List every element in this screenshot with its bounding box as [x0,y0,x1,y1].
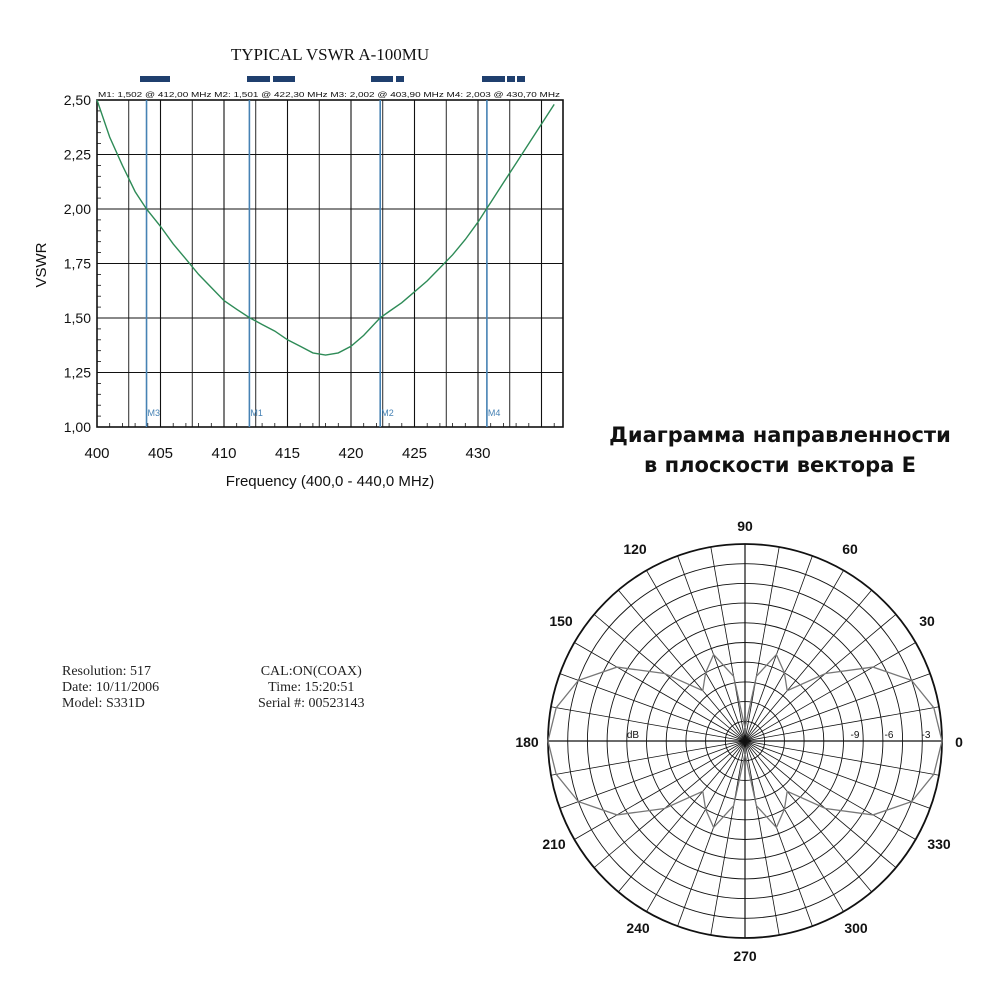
polar-angle-label: 120 [623,541,647,557]
x-tick-label: 430 [465,445,491,462]
marker-label-m2: M2 [381,408,394,418]
band-bar [371,76,393,82]
marker-readout: M1: 1,502 @ 412,00 MHz M2: 1,501 @ 422,30 MHz M3: 2,002 @ 403,90 MHz M4: 2,003 @ 430,70 MHz [98,90,561,99]
band-bar [507,76,515,82]
polar-angle-label: 60 [842,541,858,557]
x-axis-label: Frequency (400,0 - 440,0 MHz) [225,473,435,490]
x-tick-label: 405 [147,445,174,462]
polar-radial-label: -6 [884,730,894,741]
x-tick-label: 400 [84,445,110,462]
polar-chart [500,510,980,990]
time-text: Time: 15:20:51 [268,680,355,695]
y-axis-label: VSWR [33,242,50,288]
polar-radial-label: -9 [850,730,860,741]
serial-text: Serial #: 00523143 [258,696,365,711]
x-tick-label: 420 [338,445,364,462]
polar-radial-label: -3 [921,730,931,741]
polar-angle-label: 180 [515,734,539,750]
polar-title-line1: Диаграмма направленности [609,423,951,447]
x-tick-label: 425 [401,445,428,462]
polar-angle-label: 0 [955,734,963,750]
band-bar [482,76,505,82]
polar-angle-label: 300 [844,920,868,936]
instrument-info-left [62,664,159,712]
model-text: Model: S331D [62,696,145,711]
cal-text: CAL:ON(COAX) [260,664,362,679]
polar-title-line2: в плоскости вектора E [644,453,916,477]
polar-angle-label: 330 [927,836,951,852]
polar-radial-labels [627,730,931,741]
polar-angle-label: 150 [549,613,573,629]
x-tick-label: 410 [211,445,237,462]
y-tick-label: 2,50 [63,92,91,108]
y-tick-labels [64,92,91,435]
marker-label-m3: M3 [147,408,161,418]
polar-angle-label: 270 [733,948,757,964]
polar-angle-label: 90 [737,518,753,534]
x-tick-labels [84,445,490,462]
resolution-text: Resolution: 517 [62,664,152,679]
polar-chart-title [590,420,970,480]
band-bar [273,76,295,82]
y-tick-label: 1,00 [63,419,91,435]
polar-angle-label: 240 [626,920,650,936]
band-bar [247,76,270,82]
polar-unit-label: dB [626,730,640,741]
marker-label-m4: M4 [487,408,501,418]
marker-band-indicators [140,76,525,82]
chart-title: TYPICAL VSWR A-100MU [230,45,430,64]
band-bar [517,76,525,82]
instrument-info-right [258,664,365,712]
marker-label-m1: M1 [250,408,263,418]
band-bar [396,76,404,82]
chart-grid [97,100,563,427]
polar-grid [548,544,942,938]
y-tick-label: 1,50 [63,310,91,326]
y-tick-label: 2,00 [63,201,91,217]
band-bar [140,76,170,82]
x-tick-label: 415 [274,445,301,462]
y-tick-label: 1,75 [63,255,91,272]
polar-angle-label: 30 [919,613,935,629]
y-tick-label: 1,25 [63,364,91,381]
vswr-line [97,100,554,355]
polar-angle-label: 210 [542,836,566,852]
y-tick-label: 2,25 [63,146,91,163]
date-text: Date: 10/11/2006 [62,680,160,695]
vswr-trace [97,100,554,355]
